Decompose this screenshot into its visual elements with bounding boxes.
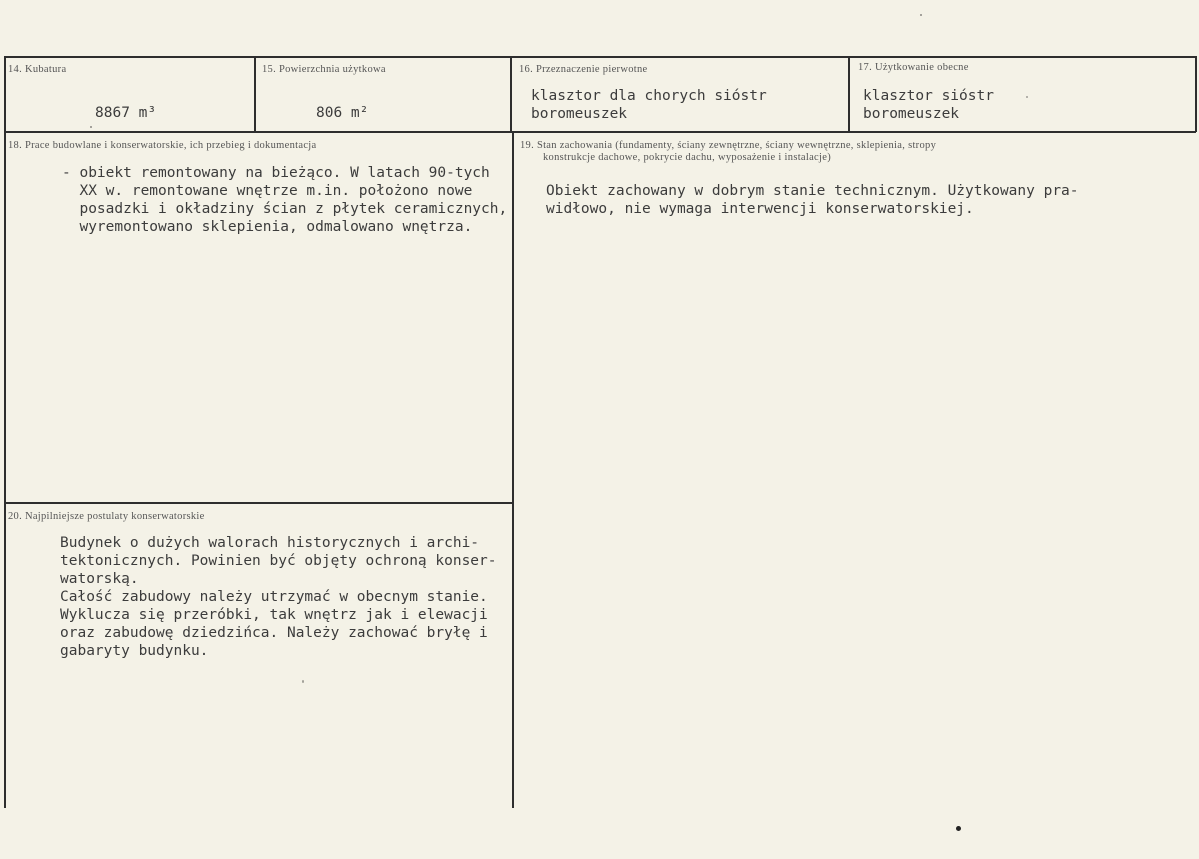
field-18-value: - obiekt remontowany na bieżąco. W latach 90-tych XX w. remontowane wnętrze m.in. położono nowe posadzki i okładziny ścian z płytek ceramicznych, wyremontowano sklepienia, odmalowano wnętrza.: [62, 165, 508, 235]
col-divider-15-16: [510, 56, 512, 132]
paper-speck: [1026, 96, 1028, 98]
field-17-value: klasztor siόstr boromeuszek: [863, 88, 994, 122]
field-19-value: Obiekt zachowany w dobrym stanie technicznym. Użytkowany pra- widłowo, nie wymaga interwencji konserwatorskiej.: [546, 183, 1079, 217]
right-border: [1195, 56, 1197, 132]
col-divider-main: [512, 131, 514, 808]
col-divider-16-17: [848, 56, 850, 132]
field-19-label-line-1: 19. Stan zachowania (fundamenty, ściany zewnętrzne, ściany wewnętrzne, sklepienia, stropy: [520, 140, 937, 151]
paper-speck: [90, 126, 92, 128]
field-14-value: 8867 m³: [95, 105, 157, 121]
field-16-value: klasztor dla chorych siόstr boromeuszek: [531, 88, 767, 122]
field-14-label: 14. Kubatura: [8, 64, 67, 75]
field-20-label: 20. Najpilniejsze postulaty konserwatorskie: [8, 511, 205, 522]
field-19-label-line-2: konstrukcje dachowe, pokrycie dachu, wyposażenie i instalacje): [543, 152, 831, 163]
field-15-value: 806 m²: [316, 105, 369, 121]
field-15-label: 15. Powierzchnia użytkowa: [262, 64, 386, 75]
row-divider-2: [4, 502, 512, 504]
left-border: [4, 56, 6, 808]
paper-speck: [920, 14, 922, 16]
top-rule: [4, 56, 1196, 58]
field-16-label: 16. Przeznaczenie pierwotne: [519, 64, 648, 75]
col-divider-14-15: [254, 56, 256, 132]
paper-speck: [302, 680, 304, 683]
field-17-label: 17. Użytkowanie obecne: [858, 62, 969, 73]
field-18-label: 18. Prace budowlane i konserwatorskie, ich przebieg i dokumentacja: [8, 140, 317, 151]
field-20-value: Budynek o dużych walorach historycznych i archi- tektonicznych. Powinien być objęty ochroną konser- watorską. Całość zabudowy należy utrzymać w obecnym stanie. Wyklucza się przeróbki, tak wnętrz jak i elewacji oraz zabudowę dziedzińca. Należy zachować bryłę i gabaryty budynku.: [60, 535, 497, 659]
paper-speck: [956, 826, 961, 831]
row-divider-1: [4, 131, 1196, 133]
